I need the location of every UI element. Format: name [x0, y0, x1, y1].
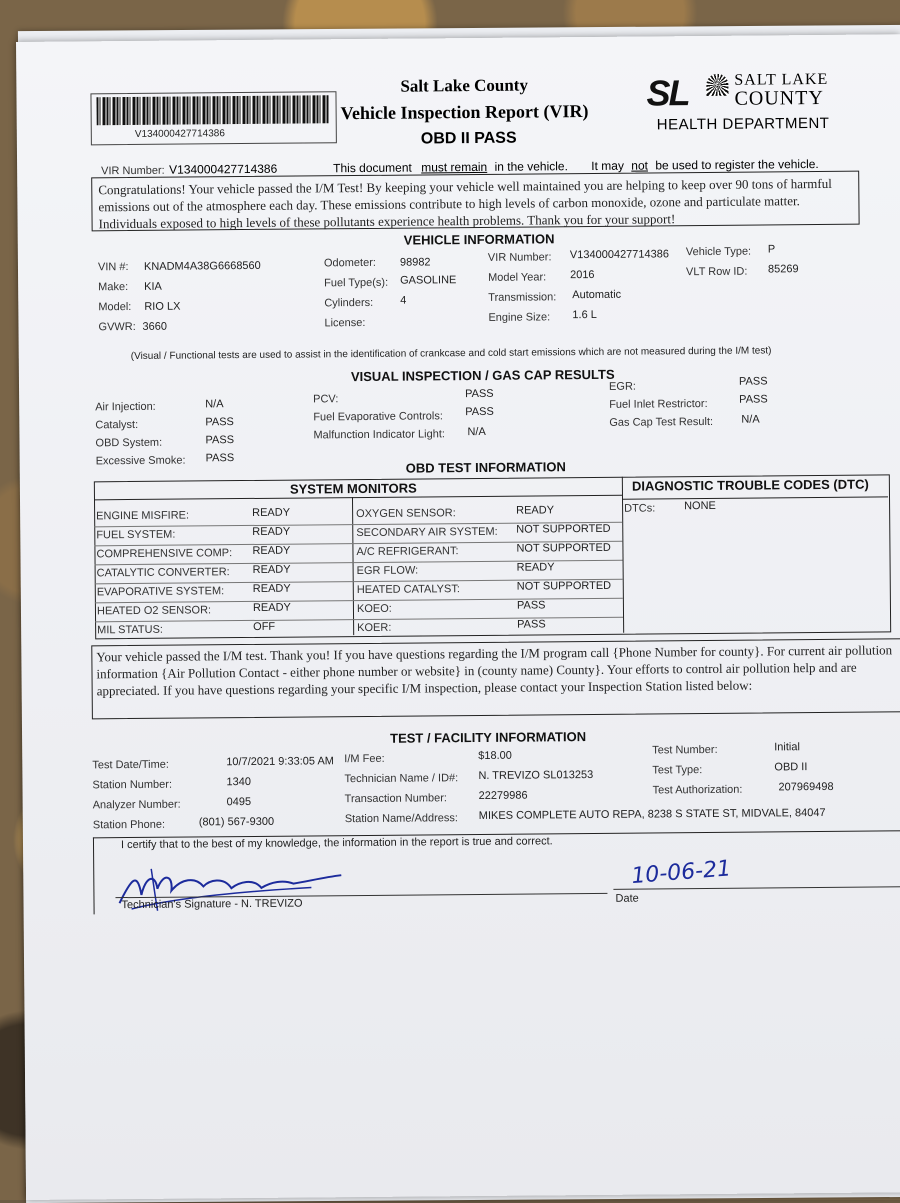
right-label: KOEO:: [356, 602, 392, 616]
left-label: COMPREHENSIVE COMP:: [96, 547, 233, 561]
catalyst-label: Catalyst:: [95, 418, 139, 432]
transmission-value: Automatic: [572, 288, 622, 302]
test-number-label: Test Number:: [652, 743, 718, 757]
pcv-value: PASS: [465, 387, 494, 401]
left-label: FUEL SYSTEM:: [96, 528, 176, 542]
test-authorization-value: 207969498: [778, 780, 834, 794]
odometer-value: 98982: [399, 256, 431, 269]
result-title: OBD II PASS: [420, 129, 517, 148]
report-title: Vehicle Inspection Report (VIR): [340, 101, 589, 124]
right-value: PASS: [517, 618, 546, 631]
left-label: ENGINE MISFIRE:: [96, 509, 190, 523]
air-injection-value: N/A: [205, 398, 224, 411]
obd-system-label: OBD System:: [95, 436, 163, 450]
technician-label: Technician Name / ID#:: [344, 772, 459, 786]
left-value: READY: [252, 563, 291, 576]
right-value: READY: [516, 504, 555, 517]
logo-department: HEALTH DEPARTMENT: [656, 114, 830, 134]
vir-number-value: V134000427714386: [169, 161, 278, 177]
technician-value: N. TREVIZO SL013253: [478, 768, 594, 782]
station-phone-value: (801) 567-9300: [198, 815, 275, 829]
engine-size-label: Engine Size:: [488, 311, 551, 324]
transaction-value: 22279986: [478, 789, 528, 802]
excessive-smoke-value: PASS: [205, 452, 235, 465]
analyzer-number-label: Analyzer Number:: [92, 798, 181, 812]
left-label: CATALYTIC CONVERTER:: [96, 566, 230, 580]
left-value: READY: [252, 582, 291, 595]
notice-part: be used to register the vehicle.: [655, 156, 819, 173]
vehicle-vir-label: VIR Number:: [487, 251, 552, 264]
test-authorization-label: Test Authorization:: [652, 783, 743, 797]
right-value: NOT SUPPORTED: [516, 579, 612, 593]
right-label: OXYGEN SENSOR:: [356, 507, 456, 521]
passed-message-text: Your vehicle passed the I/M test. Thank you! If you have questions regarding the I/M program call {Phone Number for county}. For current air pollution information {Air Pollution Contact - either phone number or website} in (county name) County}. Your efforts to control air pollution help and are appreciated. If you have questions regarding your specific I/M inspection, please contact your Inspection Station listed below:: [96, 642, 893, 699]
model-year-label: Model Year:: [488, 271, 547, 284]
logo-line1: SALT LAKE: [734, 70, 829, 89]
obd-system-value: PASS: [205, 434, 235, 447]
cylinders-label: Cylinders:: [324, 296, 374, 310]
dtc-title: DIAGNOSTIC TROUBLE CODES (DTC): [631, 476, 869, 494]
vlt-row-label: VLT Row ID:: [685, 265, 748, 279]
left-label: EVAPORATIVE SYSTEM:: [96, 585, 225, 599]
logo-initials: SL: [646, 72, 689, 114]
facility-title: TEST / FACILITY INFORMATION: [390, 729, 587, 746]
excessive-smoke-label: Excessive Smoke:: [95, 454, 186, 468]
cylinders-value: 4: [400, 294, 407, 307]
gvwr-value: 3660: [142, 320, 168, 333]
right-value: NOT SUPPORTED: [516, 541, 611, 555]
obd-info-title: OBD TEST INFORMATION: [405, 459, 566, 476]
mil-light-value: N/A: [467, 425, 486, 439]
gas-cap-label: Gas Cap Test Result:: [609, 415, 714, 429]
sunburst-icon: [706, 74, 728, 96]
im-fee-value: $18.00: [478, 749, 512, 762]
vehicle-vir-value: V134000427714386: [569, 248, 670, 262]
handwritten-date: 10-06-21: [630, 856, 732, 890]
gvwr-label: GVWR:: [98, 320, 136, 334]
station-address-label: Station Name/Address:: [344, 812, 458, 826]
fuel-evap-value: PASS: [465, 405, 494, 419]
vehicle-type-value: P: [767, 243, 776, 256]
left-value: READY: [252, 544, 291, 557]
congratulations-text: Congratulations! Your vehicle passed the I/M Test! By keeping your vehicle well maintained you are helping to keep over 90 tons of harmful emissions out of the atmosphere each day. These emissions contribute to high levels of carbon monoxide, ozone and particulate matter. Individuals exposed to high levels of these pollutants experience health problems. Thank you for your support!: [98, 175, 832, 232]
right-value: READY: [516, 561, 555, 574]
visual-inspection-title: VISUAL INSPECTION / GAS CAP RESULTS: [350, 366, 615, 385]
left-label: HEATED O2 SENSOR:: [96, 604, 212, 618]
pcv-label: PCV:: [313, 393, 339, 406]
model-year-value: 2016: [570, 268, 595, 282]
catalyst-value: PASS: [205, 416, 234, 429]
barcode-number: V134000427714386: [134, 128, 225, 140]
right-value: PASS: [516, 599, 546, 612]
test-date-label: Test Date/Time:: [92, 758, 169, 772]
right-label: HEATED CATALYST:: [356, 583, 460, 597]
vlt-row-value: 85269: [767, 263, 799, 276]
notice-part: It may: [591, 158, 624, 173]
make-label: Make:: [98, 281, 129, 294]
egr-label: EGR:: [608, 380, 636, 393]
vin-label: VIN #:: [97, 261, 129, 274]
air-injection-label: Air Injection:: [95, 400, 156, 414]
health-department-logo: [646, 71, 847, 135]
certification-statement: I certify that to the best of my knowledge, the information in the report is true and correct.: [120, 835, 553, 852]
vehicle-info-title: VEHICLE INFORMATION: [403, 231, 555, 248]
congratulations-box: [91, 171, 859, 232]
fuel-inlet-value: PASS: [739, 393, 768, 406]
visual-note: (Visual / Functional tests are used to assist in the identification of crankcase and cold start emissions which are not measured during the I/M test): [130, 345, 772, 363]
test-type-label: Test Type:: [652, 764, 703, 777]
station-number-value: 1340: [226, 775, 252, 789]
engine-size-value: 1.6 L: [572, 308, 597, 322]
left-value: READY: [252, 601, 291, 614]
county-title: Salt Lake County: [400, 75, 529, 96]
right-value: NOT SUPPORTED: [516, 522, 611, 536]
right-label: A/C REFRIGERANT:: [356, 545, 459, 559]
passed-message-box: [91, 638, 900, 719]
dtc-value: NONE: [684, 499, 716, 513]
vehicle-type-label: Vehicle Type:: [685, 245, 752, 259]
station-number-label: Station Number:: [92, 778, 173, 792]
dtc-label: DTCs:: [624, 502, 656, 515]
notice-emphasis: not: [631, 158, 649, 173]
im-fee-label: I/M Fee:: [344, 752, 385, 766]
fuel-evap-label: Fuel Evaporative Controls:: [313, 410, 443, 424]
station-phone-label: Station Phone:: [92, 818, 166, 832]
left-value: OFF: [253, 620, 276, 633]
odometer-label: Odometer:: [323, 256, 376, 270]
station-address-value: MIKES COMPLETE AUTO REPA, 8238 S STATE ST, MIDVALE, 84047: [478, 806, 826, 822]
notice-part: in the vehicle.: [494, 159, 568, 174]
vin-value: KNADM4A38G6668560: [143, 259, 261, 273]
test-type-value: OBD II: [774, 761, 808, 774]
license-label: License:: [324, 316, 366, 330]
inspection-report-page: [16, 34, 900, 1200]
test-date-value: 10/7/2021 9:33:05 AM: [226, 755, 334, 769]
notice-part: This document: [333, 160, 412, 176]
date-label: Date: [615, 892, 639, 905]
mil-light-label: Malfunction Indicator Light:: [313, 428, 445, 442]
make-value: KIA: [144, 280, 162, 293]
logo-line2: COUNTY: [734, 86, 824, 110]
transaction-label: Transaction Number:: [344, 792, 447, 806]
right-label: SECONDARY AIR SYSTEM:: [356, 525, 498, 540]
model-label: Model:: [98, 301, 132, 314]
transmission-label: Transmission:: [488, 291, 557, 304]
notice-emphasis: must remain: [421, 159, 488, 175]
vir-number-label: VIR Number:: [101, 164, 165, 178]
right-label: EGR FLOW:: [356, 564, 419, 578]
gas-cap-value: N/A: [741, 413, 760, 426]
left-value: READY: [252, 506, 291, 519]
test-number-value: Initial: [774, 741, 800, 754]
fuel-type-label: Fuel Type(s):: [324, 276, 389, 290]
left-label: MIL STATUS:: [97, 623, 163, 637]
analyzer-number-value: 0495: [226, 795, 252, 809]
egr-value: PASS: [738, 375, 768, 388]
fuel-type-value: GASOLINE: [400, 274, 457, 287]
model-value: RIO LX: [144, 300, 181, 313]
signature-label: Technician's Signature - N. TREVIZO: [121, 897, 303, 912]
right-label: KOER:: [357, 621, 392, 635]
left-value: READY: [252, 525, 291, 538]
system-monitors-title: SYSTEM MONITORS: [289, 480, 417, 497]
fuel-inlet-label: Fuel Inlet Restrictor:: [609, 397, 708, 411]
